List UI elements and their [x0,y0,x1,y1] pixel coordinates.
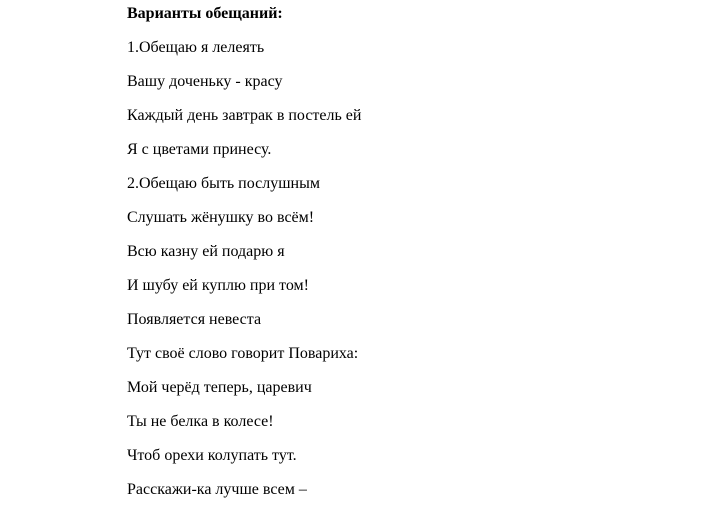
text-line: Ты не белка в колесе! [127,413,274,430]
text-line: 1.Обещаю я лелеять [127,39,265,56]
text-line: Каждый день завтрак в постель ей [127,107,362,124]
text-line: Чтоб орехи колупать тут. [127,447,297,464]
text-line: Слушать жёнушку во всём! [127,209,315,226]
document-body [127,4,687,514]
section-heading: Варианты обещаний: [127,5,283,22]
text-line: 2.Обещаю быть послушным [127,175,320,192]
text-line: Я с цветами принесу. [127,141,272,158]
text-line: Всю казну ей подарю я [127,243,285,260]
text-line: Расскажи-ка лучше всем – [127,481,307,498]
text-line: И шубу ей куплю при том! [127,277,309,294]
text-line: Тут своё слово говорит Повариха: [127,345,359,362]
text-line: Мой черёд теперь, царевич [127,379,312,396]
text-line: Вашу доченьку - красу [127,73,283,90]
text-line: Появляется невеста [127,311,262,328]
